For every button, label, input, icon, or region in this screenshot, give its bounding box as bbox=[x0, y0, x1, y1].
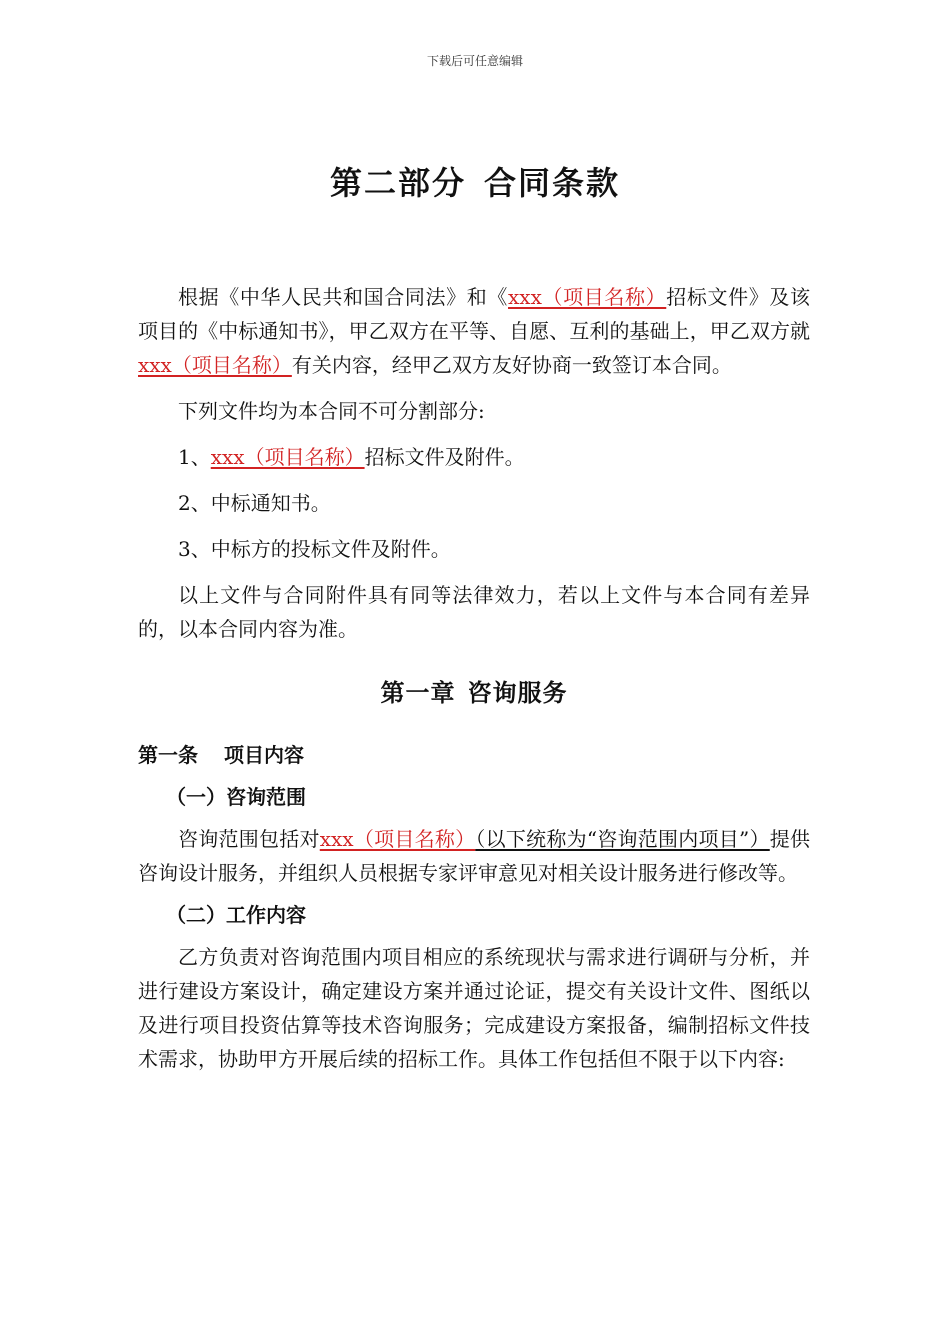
legal-effect-paragraph: 以上文件与合同附件具有同等法律效力，若以上文件与本合同有差异的，以本合同内容为准。 bbox=[138, 583, 810, 641]
article-name: 项目内容 bbox=[224, 743, 304, 767]
chapter-number: 第一章 bbox=[380, 678, 456, 707]
work-content-paragraph: 乙方负责对咨询范围内项目相应的系统现状与需求进行调研与分析，并进行建设方案设计，确定建设方案并通过论证，提交有关设计文件、图纸以及进行项目投资估算等技术咨询服务；完成建设方案报备，编制招标文件技术需求，协助甲方开展后续的招标工作。具体工作包括但不限于以下内容: bbox=[138, 945, 810, 1071]
section-title-work: （二）工作内容 bbox=[166, 903, 306, 927]
header-note: 下载后可任意编辑 bbox=[426, 54, 523, 68]
project-name-placeholder: xxx（项目名称） bbox=[508, 285, 667, 309]
documents-list-item-1 bbox=[138, 440, 810, 474]
scope-text-a: 咨询范围包括对 bbox=[178, 827, 320, 851]
scope-alias: （以下统称为“咨询范围内项目”） bbox=[475, 827, 770, 851]
scope-paragraph bbox=[138, 822, 810, 890]
intro-paragraph bbox=[138, 280, 810, 382]
section-title-scope: （一）咨询范围 bbox=[166, 785, 306, 809]
article-title bbox=[138, 738, 810, 772]
intro-text-b: 招标文件》及该项目的《中标通知书》，甲乙双方在平等、自愿、互利的基础上，甲乙双方就 bbox=[138, 285, 811, 343]
document-body bbox=[138, 280, 810, 1076]
page-title-part: 第二部分 bbox=[329, 164, 466, 202]
scope-text-b: 提供咨询设计服务，并组织人员根据专家评审意见对相关设计服务进行修改等。 bbox=[138, 827, 811, 885]
documents-list-item-2: 2、中标通知书。 bbox=[178, 491, 331, 515]
chapter-title bbox=[138, 676, 810, 710]
project-name-placeholder: xxx（项目名称） bbox=[138, 353, 292, 377]
intro-text-a: 根据《中华人民共和国合同法》和《 bbox=[178, 285, 509, 309]
documents-list-intro: 下列文件均为本合同不可分割部分: bbox=[178, 399, 485, 423]
documents-list-item-3: 3、中标方的投标文件及附件。 bbox=[178, 537, 451, 561]
article-number: 第一条 bbox=[138, 743, 198, 767]
project-name-placeholder: xxx（项目名称） bbox=[319, 827, 476, 851]
page-title bbox=[0, 158, 950, 204]
item-number: 1、 bbox=[178, 445, 211, 469]
page-title-name: 合同条款 bbox=[484, 164, 621, 202]
item-text: 招标文件及附件。 bbox=[364, 445, 525, 469]
chapter-name: 咨询服务 bbox=[467, 678, 568, 707]
intro-text-c: 有关内容，经甲乙双方友好协商一致签订本合同。 bbox=[291, 353, 732, 377]
project-name-placeholder: xxx（项目名称） bbox=[210, 445, 365, 469]
